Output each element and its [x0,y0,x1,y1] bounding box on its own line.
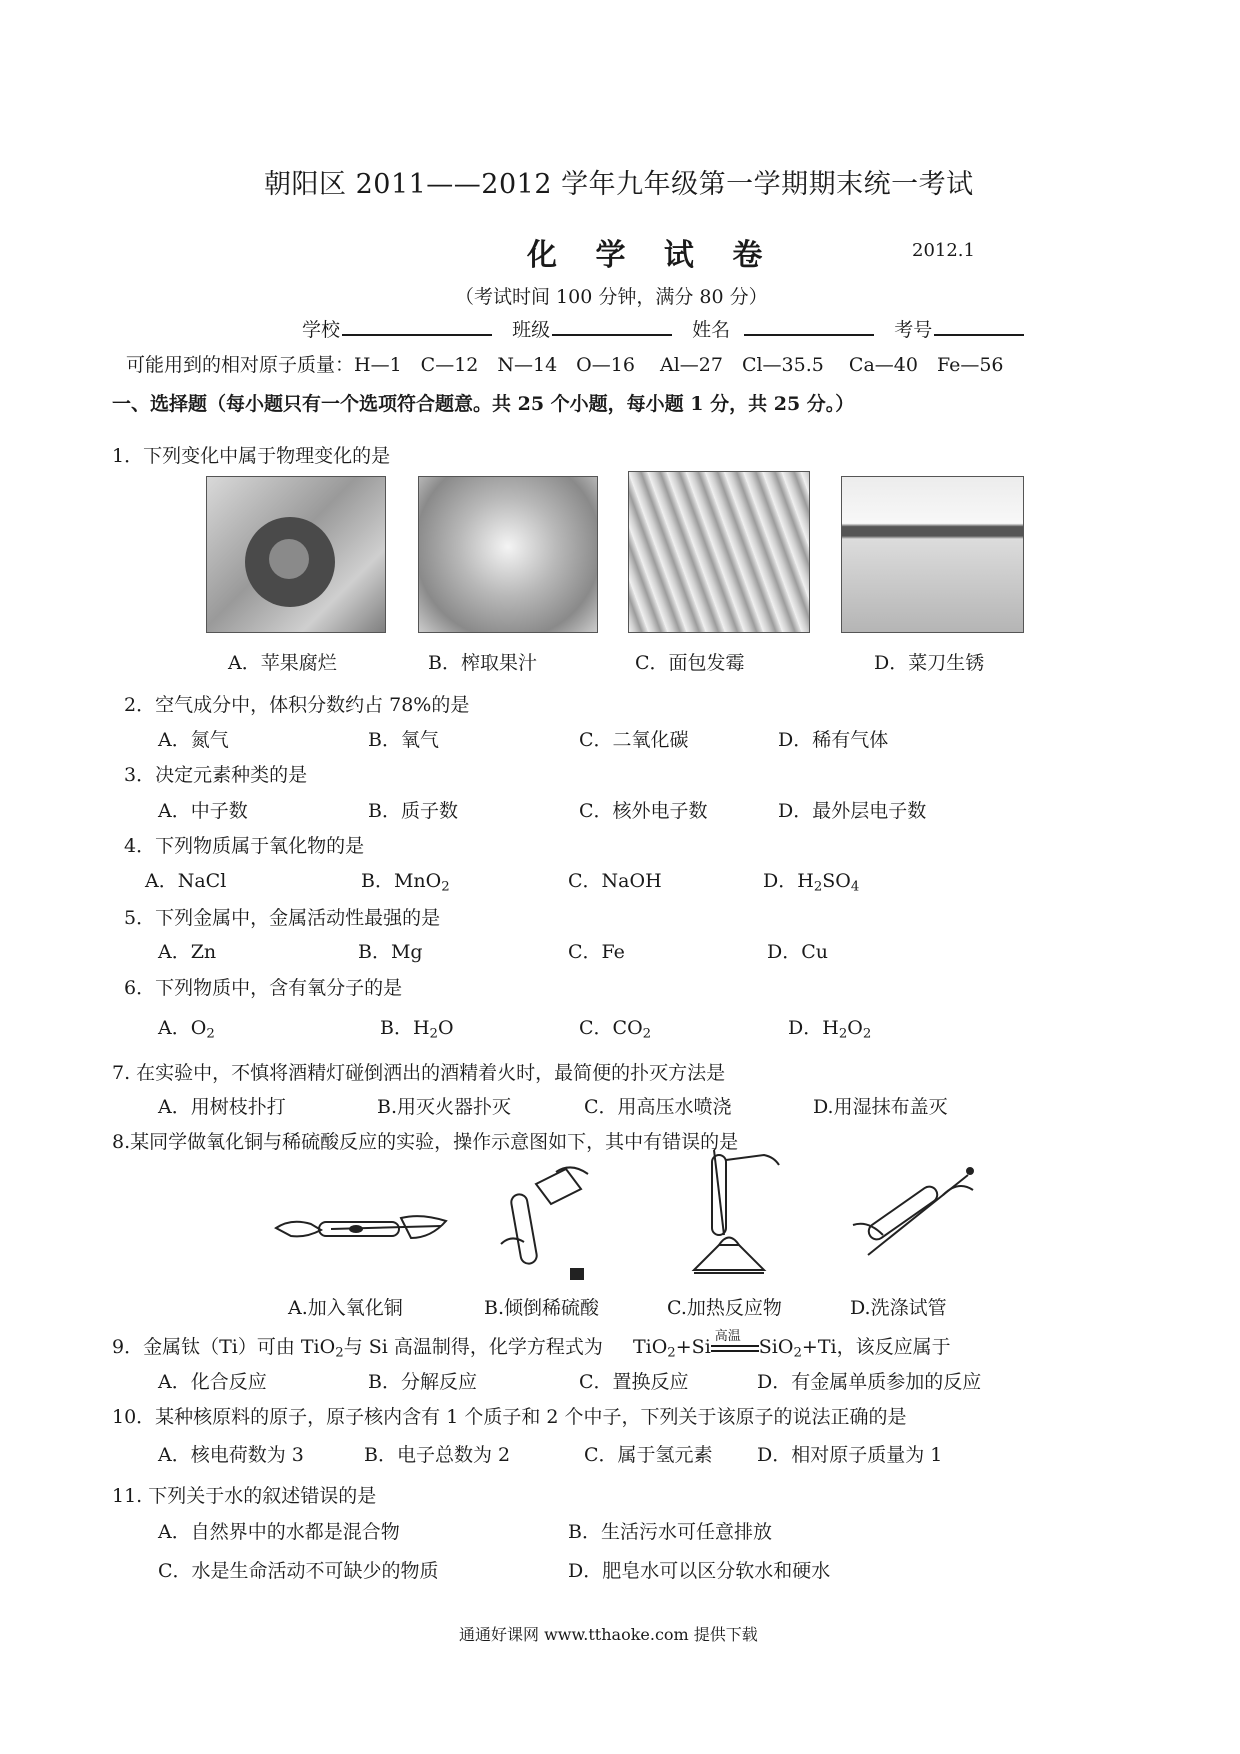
q5-option-c[interactable]: C．Fe [568,941,625,963]
q8-option-b[interactable]: B.倾倒稀硫酸 [484,1297,600,1319]
q2-option-c[interactable]: C．二氧化碳 [579,729,689,751]
q1-option-c[interactable]: C．面包发霉 [635,652,745,674]
moldy-bread-photo [628,471,810,633]
number-blank[interactable] [934,316,1024,336]
q6-option-b-text: B．H [380,1017,430,1039]
q3-option-a[interactable]: A．中子数 [158,800,248,822]
q4-option-b[interactable] [361,866,450,894]
q5-option-b[interactable]: B．Mg [358,941,423,963]
wash-test-tube-diagram [848,1165,978,1275]
question-1-stem: 1．下列变化中属于物理变化的是 [112,445,391,467]
q6-option-c-sub: 2 [642,1026,652,1042]
add-copper-oxide-diagram [271,1188,461,1278]
pour-sulfuric-acid-diagram [496,1164,596,1284]
heat-reactants-diagram [684,1145,784,1295]
q8-option-c[interactable]: C.加热反应物 [667,1297,782,1319]
q4-option-d-sub2: 4 [850,879,860,895]
q2-option-d[interactable]: D．稀有气体 [778,729,889,751]
q6-option-d-sub2: 2 [862,1026,872,1042]
q3-option-c[interactable]: C．核外电子数 [579,800,708,822]
q9-option-c[interactable]: C．置换反应 [579,1371,689,1393]
question-10-stem: 10．某种核原料的原子，原子核内含有 1 个质子和 2 个中子，下列关于该原子的说法正确的是 [112,1406,907,1428]
q5-option-d[interactable]: D．Cu [767,941,829,963]
exam-info: （考试时间 100 分钟，满分 80 分） [455,286,768,308]
q10-option-a[interactable]: A．核电荷数为 3 [158,1444,304,1466]
q6-option-b-tail: O [438,1017,454,1039]
q2-option-b[interactable]: B．氧气 [368,729,439,751]
q9-eq-left: TiO [632,1336,668,1358]
q9-option-d[interactable]: D．有金属单质参加的反应 [757,1371,982,1393]
q6-option-a-sub: 2 [206,1026,215,1042]
name-label: 姓名 [692,319,731,341]
q9-eq-left-sub: 2 [667,1345,676,1361]
q11-option-c[interactable]: C．水是生命活动不可缺少的物质 [158,1560,439,1582]
q6-option-d[interactable] [788,1013,871,1041]
q6-option-a[interactable] [158,1013,215,1041]
q4-option-d-text: D．H [763,870,814,892]
q8-option-d[interactable]: D.洗涤试管 [850,1297,947,1319]
question-3-stem: 3．决定元素种类的是 [124,764,308,786]
atomic-masses: 可能用到的相对原子质量：H—1 C—12 N—14 O—16 Al—27 Cl—35.5 Ca—40 Fe—56 [126,354,1004,376]
q9-option-b[interactable]: B．分解反应 [368,1371,477,1393]
student-info-row [302,315,1038,342]
q3-option-b[interactable]: B．质子数 [368,800,458,822]
q10-option-d[interactable]: D．相对原子质量为 1 [757,1444,943,1466]
footer-download-note: 通通好课网 www.tthaoke.com 提供下载 [459,1625,758,1644]
name-blank[interactable] [744,316,874,336]
q4-option-b-sub: 2 [441,879,450,895]
q9-stem-a: 9．金属钛（Ti）可由 TiO [112,1336,336,1358]
q9-stem-b: 与 Si 高温制得，化学方程式为 [343,1336,603,1358]
q9-eq-left-tail: +Si [675,1336,711,1358]
q11-option-b[interactable]: B．生活污水可任意排放 [568,1521,772,1543]
q9-condition: 高温 [714,1329,741,1344]
question-6-stem: 6．下列物质中，含有氧分子的是 [124,977,403,999]
q7-option-b[interactable]: B.用灭火器扑灭 [377,1096,512,1118]
q1-option-d[interactable]: D．菜刀生锈 [874,652,985,674]
q6-option-b[interactable] [380,1013,454,1041]
rusty-knife-photo [841,476,1024,633]
q6-option-d-mid: O [847,1017,863,1039]
section-heading: 一、选择题（每小题只有一个选项符合题意。共 25 个小题，每小题 1 分，共 25 分。） [112,393,855,415]
q7-option-a[interactable]: A．用树枝扑打 [158,1096,286,1118]
q9-reaction-arrow [711,1329,759,1357]
q6-option-c-text: C．CO [579,1017,643,1039]
q3-option-d[interactable]: D．最外层电子数 [778,800,927,822]
question-4-stem: 4．下列物质属于氧化物的是 [124,835,365,857]
question-8-stem: 8.某同学做氧化铜与稀硫酸反应的实验，操作示意图如下，其中有错误的是 [112,1131,739,1153]
q4-option-b-text: B．MnO [361,870,442,892]
q10-option-b[interactable]: B．电子总数为 2 [364,1444,511,1466]
question-7-stem: 7. 在实验中，不慎将酒精灯碰倒洒出的酒精着火时，最简便的扑灭方法是 [112,1062,726,1084]
question-9-stem [112,1329,951,1361]
q5-option-a[interactable]: A．Zn [158,941,217,963]
q4-option-a[interactable]: A．NaCl [145,870,227,892]
q9-stem-sub: 2 [335,1345,344,1361]
q10-option-c[interactable]: C．属于氢元素 [584,1444,713,1466]
q1-option-b[interactable]: B．榨取果汁 [428,652,537,674]
q11-option-d[interactable]: D．肥皂水可以区分软水和硬水 [568,1560,831,1582]
q4-option-d-sub1: 2 [813,879,823,895]
paper-subtitle: 化 学 试 卷 [527,238,777,273]
question-5-stem: 5．下列金属中，金属活动性最强的是 [124,907,441,929]
class-blank[interactable] [552,316,672,336]
q4-option-d[interactable] [763,866,859,894]
q6-option-d-sub1: 2 [838,1026,848,1042]
q9-eq-right-tail: +Ti，该反应属于 [801,1336,951,1358]
q9-eq-right: SiO [758,1336,794,1358]
q9-option-a[interactable]: A．化合反应 [158,1371,267,1393]
q6-option-b-sub: 2 [429,1026,439,1042]
q4-option-d-mid: SO [822,870,851,892]
q7-option-d[interactable]: D.用湿抹布盖灭 [813,1096,948,1118]
q8-option-a[interactable]: A.加入氧化铜 [288,1297,403,1319]
exam-date: 2012.1 [912,240,975,261]
q1-option-a[interactable]: A．苹果腐烂 [228,652,337,674]
school-label: 学校 [302,319,341,341]
apple-rotting-photo [206,476,386,633]
juice-squeezing-photo [418,476,598,633]
class-label: 班级 [512,319,551,341]
number-label: 考号 [894,319,933,341]
q6-option-c[interactable] [579,1013,651,1041]
q6-option-a-text: A．O [158,1017,207,1039]
q7-option-c[interactable]: C．用高压水喷浇 [584,1096,732,1118]
question-2-stem: 2．空气成分中，体积分数约占 78%的是 [124,694,470,716]
exam-title: 朝阳区 2011——2012 学年九年级第一学期期末统一考试 [264,169,974,200]
q9-eq-right-sub: 2 [793,1345,802,1361]
school-blank[interactable] [342,316,492,336]
q6-option-d-text: D．H [788,1017,839,1039]
question-11-stem: 11. 下列关于水的叙述错误的是 [112,1485,377,1507]
q2-option-a[interactable]: A．氮气 [158,729,229,751]
q11-option-a[interactable]: A．自然界中的水都是混合物 [158,1521,400,1543]
q4-option-c[interactable]: C．NaOH [568,870,662,892]
